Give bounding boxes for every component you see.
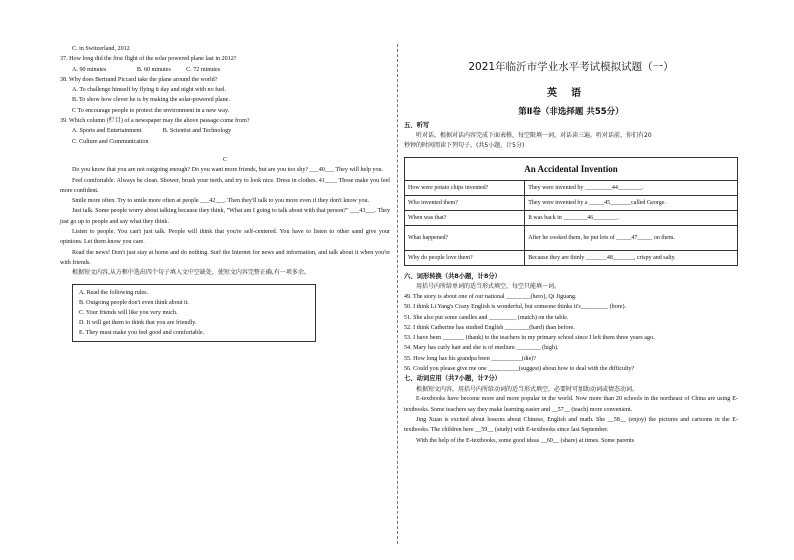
subject-title: 英语 <box>547 88 595 99</box>
option-a: A. Read the following rules. <box>79 290 149 297</box>
q38-option-b: B. To show how clever he is by making the solar-powered plane. <box>72 97 230 104</box>
item-56: 56. Could you please give me one __________(suggest) about how to deal with the difficulty? <box>404 366 635 373</box>
passage-c-para-2: Feel comfortable. Always be clean. Shower, brush your teeth, and try to look nice. Dress in clothes. 41____ Those make you feel more confident. <box>60 177 390 194</box>
option-b: B. Outgoing people don't even think about it. <box>79 300 189 307</box>
item-55: 55. How long has his grandpa been __________(die)? <box>404 355 537 362</box>
section7-instruction: 根据短文内容，用括号内所给动词的适当形式填空，必要时可加助动词或情态动词。 <box>416 385 639 393</box>
passage-c-para-5: Listen to people. You can't just talk. People will think that you're self-centered. You have to listen to other sand give your opinions. Let them know you care. <box>60 229 390 246</box>
item-51: 51. She also put some candles and _________ (match) on the table. <box>404 314 569 321</box>
right-column <box>404 44 738 446</box>
q38-stem: 38. Why does Bertrand Piccard take the plane around the world? <box>60 76 218 83</box>
q37-options: A. 90 minutes B. 60 minutes C. 72 minutes <box>72 66 221 73</box>
table-cell-answer: They were invented by _________44________. <box>525 180 738 195</box>
option-d: D. It will get them to think that you are friendly. <box>79 320 197 327</box>
table-row <box>405 250 738 265</box>
left-column <box>60 44 390 342</box>
passage-c-label: C <box>222 156 228 163</box>
column-divider <box>397 44 398 544</box>
option-c: C. Your friends will like you very much. <box>79 310 178 317</box>
table-cell-answer: It was back in ________46________. <box>525 210 738 225</box>
section7-para-3: With the help of the E-textbooks, some good ideas __60__ (share) at times. Some parents <box>416 437 635 444</box>
table-cell-answer: Because they are thinly _______48_______, crispy and salty. <box>525 250 738 265</box>
q36-option-c: C. in Switzerland, 2012 <box>72 46 130 52</box>
q39-stem: 39. Which column (栏目) of a newspaper may the above passage come from? <box>60 118 250 125</box>
item-50: 50. I think Li Yang's Crazy English is wonderful, but someone thinks it's_________ (bore). <box>404 304 627 311</box>
passage-c-instruction: 根据短文内容,从方框中选出四个句子填入文中空缺处，使短文内容完整正确,有一项多余。 <box>72 269 310 277</box>
passage-c-para-3: Smile more often. Try to smile more often at people ___42___. Then they'll talk to you more even if they don't know you. <box>72 198 370 205</box>
section6-instruction: 用括号内所给单词的适当形式填空，每空只能填一词。 <box>416 283 561 291</box>
section6-heading: 六、词形转换（共8小题，计8分） <box>404 272 501 280</box>
passage-c-para-6: Read the news! Don't just stay at home and do nothing. Surf the Internet for news and information, and talk about it when you're with friends. <box>60 249 390 266</box>
table-cell-question: When was that? <box>405 210 525 225</box>
q38-option-c: C To encourage people to protect the environment in a new way. <box>72 107 230 114</box>
table-cell-answer: They were invented by a _____45_______called George. <box>525 195 738 210</box>
section7-para-2: Jing Xuan is excited about lessons about Chinese, English and math. She __58__ (enjoy) the pictures and cartoons in the E-textbooks. The children here __59__ (study) with E-textbooks since last September. <box>404 417 738 434</box>
item-52: 52. I think Catherine has studied English ________(hard) than before. <box>404 324 575 331</box>
section5-instruction-2: 秒钟的时间阅读下列句子。(共5小题，计5分) <box>404 142 525 150</box>
section5-instruction-1: 听对话，根据对话内容完成下面表格，每空限填一词，对话读三遍。听对话前，你们有20 <box>416 132 652 140</box>
passage-c-para-1: Do you know that you are not outgoing enough? Do you want more friends, but are you too shy? ___40___ They will help you. <box>72 167 384 174</box>
item-49: 49. The story is about one of our national ________(hero), Qi Jiguang. <box>404 293 577 300</box>
option-e: E. They must make you feel good and comfortable. <box>79 330 205 337</box>
table-row <box>405 180 738 195</box>
q37-stem: 37. How long did the first flight of the solar powered plane last in 2012? <box>60 56 237 63</box>
table-row <box>405 225 738 250</box>
section7-para-1: E-textbooks have become more and more popular in the world. Now more than 20 schools in the northeast of China are using E-textbooks. Some teachers say they make learning easier and __57__ (teach) more convenient. <box>404 396 738 413</box>
table-heading: An Accidental Invention <box>405 157 738 180</box>
passage-c-para-4: Just talk. Some people worry about talking because they think, "What am I going to talk about with that person?" ___43___. They just go up to people and say what they think. <box>60 208 390 225</box>
q39-option-c: C. Culture and Communication <box>72 138 149 145</box>
q38-option-a: A. To challenge himself by flying it day and night with no fuel. <box>72 87 227 94</box>
exam-title: 2021年临沂市学业水平考试模拟试题（一） <box>468 61 674 73</box>
item-53: 53. I have been _______ (thank) to the teachers in my primary school since I left them three years ago. <box>404 335 655 342</box>
listening-table <box>404 157 738 266</box>
table-cell-question: Why do people love them? <box>405 250 525 265</box>
options-box <box>72 284 316 342</box>
q39-options-ab: A. Sports and Entertainment B. Scientist and Technology <box>72 128 232 135</box>
part-title: 第Ⅱ卷（非选择题 共55分） <box>518 107 624 117</box>
table-cell-question: How were potato chips invented? <box>405 180 525 195</box>
section5-heading: 五、听写 <box>404 122 430 129</box>
table-cell-answer: After he cooked them, he put lots of _____47_____ on them. <box>525 225 738 250</box>
table-cell-question: What happened? <box>405 225 525 250</box>
section7-heading: 七、动词应用（共7小题，计7分） <box>404 375 501 383</box>
item-54: 54. Mary has curly hair and she is of medium ________ (high). <box>404 345 559 352</box>
table-cell-question: Who invented them? <box>405 195 525 210</box>
table-row <box>405 195 738 210</box>
table-row <box>405 210 738 225</box>
